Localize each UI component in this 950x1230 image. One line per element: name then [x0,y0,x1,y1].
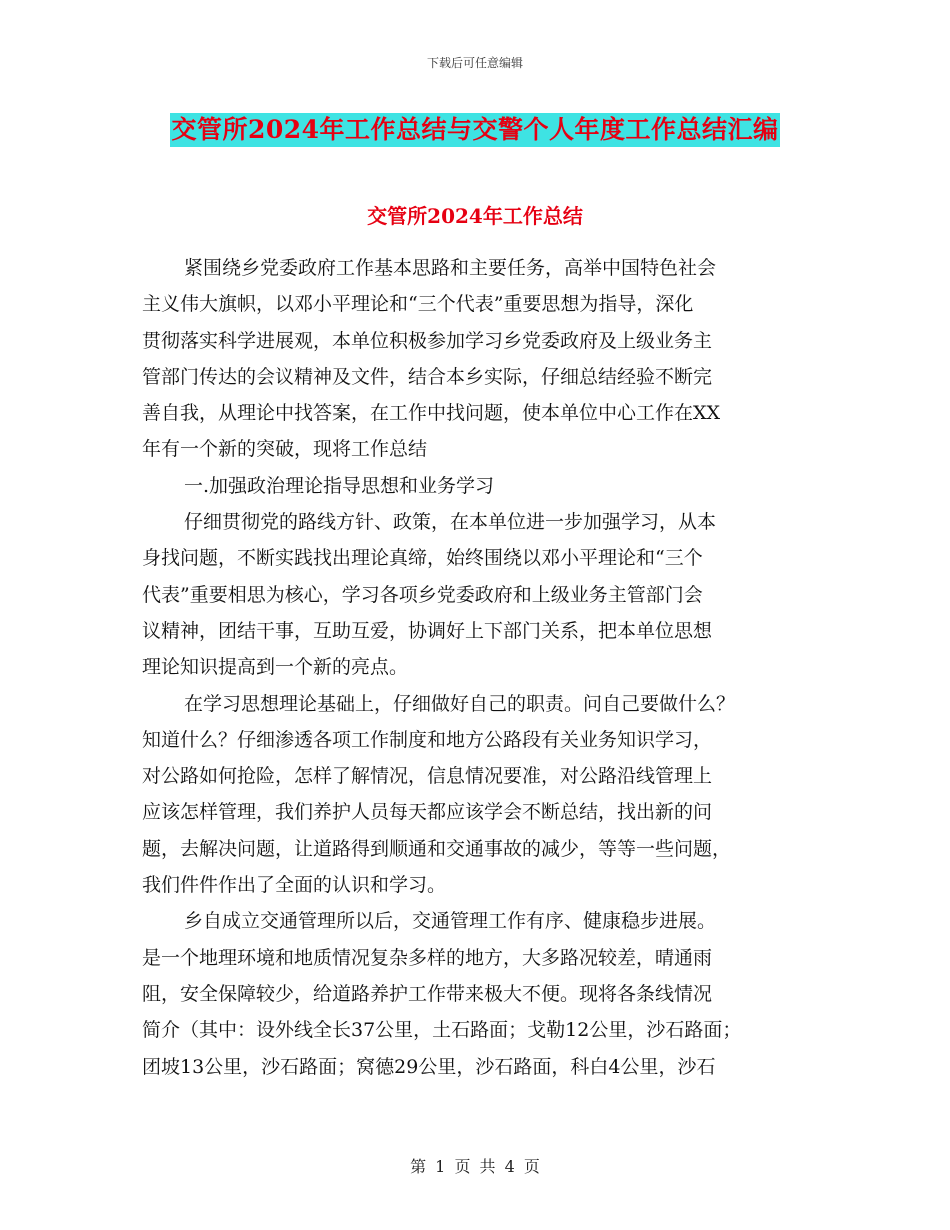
text-line: 我们件件作出了全面的认识和学习。 [142,874,447,897]
text-line: 仔细贯彻党的路线方针、政策，在本单位进一步加强学习，从本 [184,511,717,534]
text-line: 紧围绕乡党委政府工作基本思路和主要任务，高举中国特色社会 [184,257,717,279]
text-line: 身找问题，不断实践找出理论真缔，始终围绕以邓小平理论和“三个 [142,547,703,570]
text-line: 团坡13公里，沙石路面；窝德29公里，沙石路面，科白4公里，沙石 [142,1055,716,1078]
text-line: 阻，安全保障较少，给道路养护工作带来极大不便。现将各条线情况 [142,982,713,1005]
text-line: 应该怎样管理，我们养护人员每天都应该学会不断总结，找出新的问 [142,801,713,824]
text-line: 简介（其中：设外线全长37公里，土石路面；戈勒12公里，沙石路面； [142,1019,742,1042]
text-line: 议精神，团结干事，互助互爱，协调好上下部门关系，把本单位思想 [142,619,713,642]
paragraph-roads [142,903,822,1084]
text-line: 管部门传达的会议精神及文件，结合本乡实际，仔细总结经验不断完 [142,365,713,388]
text-line: 一.加强政治理论指导思想和业务学习 [184,474,495,497]
text-line: 乡自成立交通管理所以后，交通管理工作有序、健康稳步进展。 [184,910,717,933]
text-line: 对公路如何抢险，怎样了解情况，信息情况要准，对公路沿线管理上 [142,765,713,788]
page-number: 第 1 页 共 4 页 [410,1157,540,1176]
text-line: 年有一个新的突破，现将工作总结 [142,438,428,461]
text-line: 理论知识提高到一个新的亮点。 [142,656,409,679]
text-line: 是一个地理环境和地质情况复杂多样的地方，大多路况较差，晴通雨 [142,946,713,969]
section-title: 交管所2024年工作总结 [367,204,583,228]
text-line: 知道什么？仔细渗透各项工作制度和地方公路段有关业务知识学习， [142,728,713,751]
text-line: 贯彻落实科学进展观，本单位积极参加学习乡党委政府及上级业务主 [142,329,713,352]
text-line: 善自我，从理论中找答案，在工作中找问题，使本单位中心工作在XX [142,402,721,425]
paragraph-intro [142,250,822,468]
paragraph-duties [142,686,822,904]
main-title-text: 交管所2024年工作总结与交警个人年度工作总结汇编 [170,113,779,147]
text-line: 代表”重要相思为核心，学习各项乡党委政府和上级业务主管部门会 [142,583,703,606]
text-line: 在学习思想理论基础上，仔细做好自己的职责。问自己要做什么？ [184,692,736,715]
page-header-note: 下载后可任意编辑 [426,56,523,70]
text-line: 题，去解决问题，让道路得到顺通和交通事故的减少，等等一些问题， [142,837,732,860]
document-body [142,250,822,1085]
paragraph-study [142,504,822,685]
text-line: 主义伟大旗帜，以邓小平理论和“三个代表”重要思想为指导，深化 [142,293,694,316]
section-heading-1 [142,468,822,504]
document-main-title [0,113,950,147]
